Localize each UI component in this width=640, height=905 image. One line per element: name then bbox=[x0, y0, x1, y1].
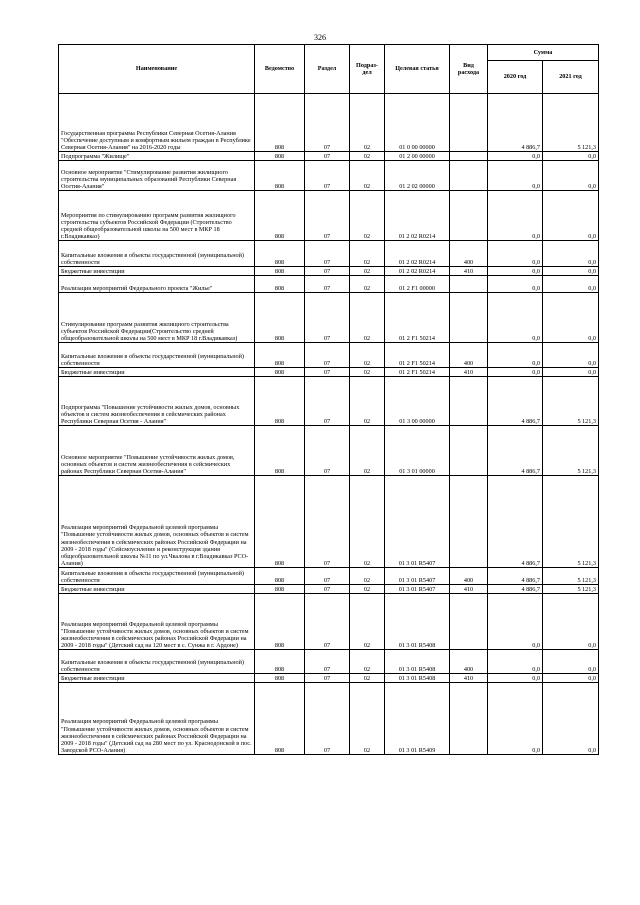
row-sum-2021: 0,0 bbox=[543, 683, 599, 755]
row-name: Мероприятия по стимулированию программ развития жилищного строительства субъектов Российской Федерации (Строительство средней общеобразовательной школы на 500 мест в МКР 18 г.Владикавказ) bbox=[59, 191, 255, 241]
header-razdel: Раздел bbox=[305, 45, 350, 94]
row-razdel: 07 bbox=[305, 267, 350, 276]
row-vedomstvo: 808 bbox=[255, 426, 305, 476]
row-vedomstvo: 808 bbox=[255, 585, 305, 594]
row-name: Бюджетные инвестиции bbox=[59, 585, 255, 594]
row-podrazdel: 02 bbox=[350, 94, 385, 152]
row-target: 01 3 01 00000 bbox=[385, 426, 450, 476]
table-row bbox=[59, 368, 599, 377]
row-razdel: 07 bbox=[305, 152, 350, 161]
row-vedomstvo: 808 bbox=[255, 94, 305, 152]
header-summa: Сумма bbox=[488, 45, 599, 61]
header-vedomstvo: Ведомство bbox=[255, 45, 305, 94]
header-podrazdel: Подраз-дел bbox=[350, 45, 385, 94]
row-sum-2021: 0,0 bbox=[543, 343, 599, 368]
row-vid bbox=[450, 377, 488, 426]
header-2021: 2021 год bbox=[543, 61, 599, 94]
row-sum-2021: 0,0 bbox=[543, 191, 599, 241]
table-row bbox=[59, 683, 599, 755]
table-row bbox=[59, 241, 599, 267]
row-vedomstvo: 808 bbox=[255, 161, 305, 191]
row-name: Капитальные вложения в объекты государственной (муниципальной) собственности bbox=[59, 241, 255, 267]
row-vedomstvo: 808 bbox=[255, 683, 305, 755]
row-sum-2021: 0,0 bbox=[543, 594, 599, 650]
row-vid bbox=[450, 594, 488, 650]
row-sum-2020: 4 886,7 bbox=[488, 568, 543, 585]
row-name: Государственная программа Республики Северная Осетия-Алания "Обеспечение доступным и комфортным жильем граждан в Республике Северная Осетия-Алания" на 2016-2020 годы bbox=[59, 94, 255, 152]
row-vid: 410 bbox=[450, 674, 488, 683]
row-vid bbox=[450, 276, 488, 293]
row-name: Бюджетные инвестиции bbox=[59, 674, 255, 683]
row-name: Стимулирование программ развития жилищного строительства субъектов Российской Федерации(Строительство средней общеобразовательной школы на 500 мест в МКР 18 г.Владикавказ) bbox=[59, 293, 255, 343]
budget-table bbox=[58, 44, 599, 755]
row-vedomstvo: 808 bbox=[255, 368, 305, 377]
row-razdel: 07 bbox=[305, 568, 350, 585]
row-sum-2021: 5 121,3 bbox=[543, 585, 599, 594]
row-vedomstvo: 808 bbox=[255, 191, 305, 241]
row-sum-2021: 0,0 bbox=[543, 293, 599, 343]
row-vedomstvo: 808 bbox=[255, 674, 305, 683]
row-vid: 400 bbox=[450, 650, 488, 674]
row-podrazdel: 02 bbox=[350, 343, 385, 368]
row-vid: 400 bbox=[450, 241, 488, 267]
row-target: 01 2 02 R0214 bbox=[385, 191, 450, 241]
row-razdel: 07 bbox=[305, 368, 350, 377]
row-sum-2020: 4 886,7 bbox=[488, 94, 543, 152]
row-target: 01 2 F1 50214 bbox=[385, 293, 450, 343]
table-row bbox=[59, 267, 599, 276]
row-name: Реализация мероприятий Федерального проекта "Жилье" bbox=[59, 276, 255, 293]
table-row bbox=[59, 343, 599, 368]
row-name: Реализация мероприятий Федеральной целевой программы "Повышение устойчивости жилых домов, основных объектов и систем жизнеобеспечения в сейсмических районах Российской Федерации на 2009 - 2018 годы" (Детский сад на 280 мест по ул. Краснодонской в пос. Заводской РСО-Алания) bbox=[59, 683, 255, 755]
row-vedomstvo: 808 bbox=[255, 377, 305, 426]
row-razdel: 07 bbox=[305, 377, 350, 426]
row-vid bbox=[450, 94, 488, 152]
row-podrazdel: 02 bbox=[350, 161, 385, 191]
row-vid: 410 bbox=[450, 368, 488, 377]
row-target: 01 3 01 R5407 bbox=[385, 568, 450, 585]
row-target: 01 3 01 R5407 bbox=[385, 585, 450, 594]
row-razdel: 07 bbox=[305, 683, 350, 755]
row-podrazdel: 02 bbox=[350, 191, 385, 241]
row-razdel: 07 bbox=[305, 650, 350, 674]
row-podrazdel: 02 bbox=[350, 426, 385, 476]
row-vid bbox=[450, 476, 488, 568]
row-razdel: 07 bbox=[305, 594, 350, 650]
page-number: 326 bbox=[314, 33, 326, 42]
table-row bbox=[59, 674, 599, 683]
row-vid bbox=[450, 152, 488, 161]
row-vedomstvo: 808 bbox=[255, 650, 305, 674]
row-sum-2020: 0,0 bbox=[488, 241, 543, 267]
row-sum-2020: 0,0 bbox=[488, 368, 543, 377]
row-podrazdel: 02 bbox=[350, 293, 385, 343]
header-name: Наименование bbox=[59, 45, 255, 94]
row-sum-2020: 0,0 bbox=[488, 152, 543, 161]
row-vid: 410 bbox=[450, 585, 488, 594]
row-razdel: 07 bbox=[305, 94, 350, 152]
table-row bbox=[59, 585, 599, 594]
table-body bbox=[59, 94, 599, 755]
table-row bbox=[59, 426, 599, 476]
row-sum-2020: 0,0 bbox=[488, 191, 543, 241]
row-target: 01 3 01 R5409 bbox=[385, 683, 450, 755]
row-target: 01 3 01 R5408 bbox=[385, 674, 450, 683]
row-name: Бюджетные инвестиции bbox=[59, 368, 255, 377]
row-vedomstvo: 808 bbox=[255, 276, 305, 293]
row-name: Бюджетные инвестиции bbox=[59, 267, 255, 276]
row-vid bbox=[450, 293, 488, 343]
table-row bbox=[59, 276, 599, 293]
row-vedomstvo: 808 bbox=[255, 241, 305, 267]
row-sum-2021: 5 121,3 bbox=[543, 426, 599, 476]
row-sum-2020: 4 886,7 bbox=[488, 585, 543, 594]
row-podrazdel: 02 bbox=[350, 377, 385, 426]
row-target: 01 2 F1 50214 bbox=[385, 343, 450, 368]
header-2020: 2020 год bbox=[488, 61, 543, 94]
row-target: 01 2 00 00000 bbox=[385, 152, 450, 161]
row-razdel: 07 bbox=[305, 426, 350, 476]
row-name: Капитальные вложения в объекты государственной (муниципальной) собственности bbox=[59, 568, 255, 585]
row-podrazdel: 02 bbox=[350, 476, 385, 568]
row-vedomstvo: 808 bbox=[255, 293, 305, 343]
row-sum-2021: 0,0 bbox=[543, 650, 599, 674]
row-podrazdel: 02 bbox=[350, 683, 385, 755]
row-vedomstvo: 808 bbox=[255, 267, 305, 276]
row-podrazdel: 02 bbox=[350, 276, 385, 293]
row-vedomstvo: 808 bbox=[255, 568, 305, 585]
row-sum-2020: 4 886,7 bbox=[488, 426, 543, 476]
row-sum-2021: 0,0 bbox=[543, 276, 599, 293]
row-razdel: 07 bbox=[305, 276, 350, 293]
row-sum-2020: 0,0 bbox=[488, 343, 543, 368]
row-vid bbox=[450, 426, 488, 476]
row-target: 01 0 00 00000 bbox=[385, 94, 450, 152]
table-row bbox=[59, 293, 599, 343]
row-target: 01 2 02 00000 bbox=[385, 161, 450, 191]
table-row bbox=[59, 94, 599, 152]
row-name: Основное мероприятие "Повышение устойчивости жилых домов, основных объектов и систем жизнеобеспечения в сейсмических районах Республики Северная Осетия-Алания" bbox=[59, 426, 255, 476]
row-target: 01 2 F1 50214 bbox=[385, 368, 450, 377]
row-razdel: 07 bbox=[305, 241, 350, 267]
row-sum-2020: 4 886,7 bbox=[488, 377, 543, 426]
row-podrazdel: 02 bbox=[350, 152, 385, 161]
row-podrazdel: 02 bbox=[350, 568, 385, 585]
row-podrazdel: 02 bbox=[350, 368, 385, 377]
row-sum-2020: 0,0 bbox=[488, 674, 543, 683]
row-razdel: 07 bbox=[305, 585, 350, 594]
row-razdel: 07 bbox=[305, 293, 350, 343]
row-razdel: 07 bbox=[305, 161, 350, 191]
row-sum-2020: 0,0 bbox=[488, 650, 543, 674]
header-target: Целевая статья bbox=[385, 45, 450, 94]
row-razdel: 07 bbox=[305, 674, 350, 683]
row-name: Реализация мероприятий Федеральной целевой программы "Повышение устойчивости жилых домов, основных объектов и систем жизнеобеспечения в сейсмических районах Российской Федерации на 2009 - 2018 годы" (Детский сад на 120 мест в с. Сунжа в г. Ардоне) bbox=[59, 594, 255, 650]
table-row bbox=[59, 161, 599, 191]
table-header bbox=[59, 45, 599, 94]
row-target: 01 3 01 R5408 bbox=[385, 594, 450, 650]
row-podrazdel: 02 bbox=[350, 674, 385, 683]
row-target: 01 3 00 00000 bbox=[385, 377, 450, 426]
row-podrazdel: 02 bbox=[350, 594, 385, 650]
row-sum-2020: 4 886,7 bbox=[488, 476, 543, 568]
row-vedomstvo: 808 bbox=[255, 476, 305, 568]
row-podrazdel: 02 bbox=[350, 650, 385, 674]
row-razdel: 07 bbox=[305, 343, 350, 368]
row-sum-2021: 0,0 bbox=[543, 152, 599, 161]
table-row bbox=[59, 568, 599, 585]
row-vid: 400 bbox=[450, 343, 488, 368]
row-sum-2020: 0,0 bbox=[488, 594, 543, 650]
row-name: Капитальные вложения в объекты государственной (муниципальной) собственности bbox=[59, 343, 255, 368]
row-target: 01 2 02 R0214 bbox=[385, 267, 450, 276]
table-row bbox=[59, 650, 599, 674]
row-sum-2021: 0,0 bbox=[543, 241, 599, 267]
row-target: 01 2 F1 00000 bbox=[385, 276, 450, 293]
row-sum-2021: 0,0 bbox=[543, 368, 599, 377]
row-sum-2021: 5 121,3 bbox=[543, 476, 599, 568]
row-vid bbox=[450, 683, 488, 755]
table-row bbox=[59, 377, 599, 426]
row-target: 01 2 02 R0214 bbox=[385, 241, 450, 267]
row-vid: 400 bbox=[450, 568, 488, 585]
row-vid bbox=[450, 161, 488, 191]
row-sum-2021: 5 121,3 bbox=[543, 568, 599, 585]
row-target: 01 3 01 R5407 bbox=[385, 476, 450, 568]
row-vedomstvo: 808 bbox=[255, 594, 305, 650]
row-sum-2021: 0,0 bbox=[543, 674, 599, 683]
table-row bbox=[59, 152, 599, 161]
row-razdel: 07 bbox=[305, 476, 350, 568]
row-vid bbox=[450, 191, 488, 241]
row-sum-2020: 0,0 bbox=[488, 161, 543, 191]
row-sum-2020: 0,0 bbox=[488, 683, 543, 755]
row-name: Реализация мероприятий Федеральной целевой программы "Повышение устойчивости жилых домов, основных объектов и систем жизнеобеспечения в сейсмических районах Российской Федерации на 2009 - 2018 годы" (Сейсмоусиление и реконструкция здания общеобразовательной школы №11 по ул.Чкалова в г.Владикавказ РСО-Алания) bbox=[59, 476, 255, 568]
row-sum-2021: 0,0 bbox=[543, 267, 599, 276]
header-vid: Вид расхода bbox=[450, 45, 488, 94]
row-vedomstvo: 808 bbox=[255, 343, 305, 368]
row-podrazdel: 02 bbox=[350, 267, 385, 276]
row-sum-2021: 5 121,3 bbox=[543, 377, 599, 426]
row-name: Основное мероприятие "Стимулирование развития жилищного строительства муниципальных образований Республики Северная Осетия-Алания" bbox=[59, 161, 255, 191]
row-target: 01 3 01 R5408 bbox=[385, 650, 450, 674]
row-sum-2020: 0,0 bbox=[488, 293, 543, 343]
table-row bbox=[59, 476, 599, 568]
row-podrazdel: 02 bbox=[350, 241, 385, 267]
row-podrazdel: 02 bbox=[350, 585, 385, 594]
table-row bbox=[59, 191, 599, 241]
row-name: Капитальные вложения в объекты государственной (муниципальной) собственности bbox=[59, 650, 255, 674]
row-sum-2021: 5 121,3 bbox=[543, 94, 599, 152]
row-sum-2020: 0,0 bbox=[488, 276, 543, 293]
row-sum-2020: 0,0 bbox=[488, 267, 543, 276]
row-name: Подпрограмма "Повышение устойчивости жилых домов, основных объектов и систем жизнеобеспечения в сейсмических районах Республики Северная Осетия - Алания" bbox=[59, 377, 255, 426]
row-name: Подпрограмма "Жилище" bbox=[59, 152, 255, 161]
row-razdel: 07 bbox=[305, 191, 350, 241]
row-vid: 410 bbox=[450, 267, 488, 276]
row-sum-2021: 0,0 bbox=[543, 161, 599, 191]
row-vedomstvo: 808 bbox=[255, 152, 305, 161]
table-row bbox=[59, 594, 599, 650]
